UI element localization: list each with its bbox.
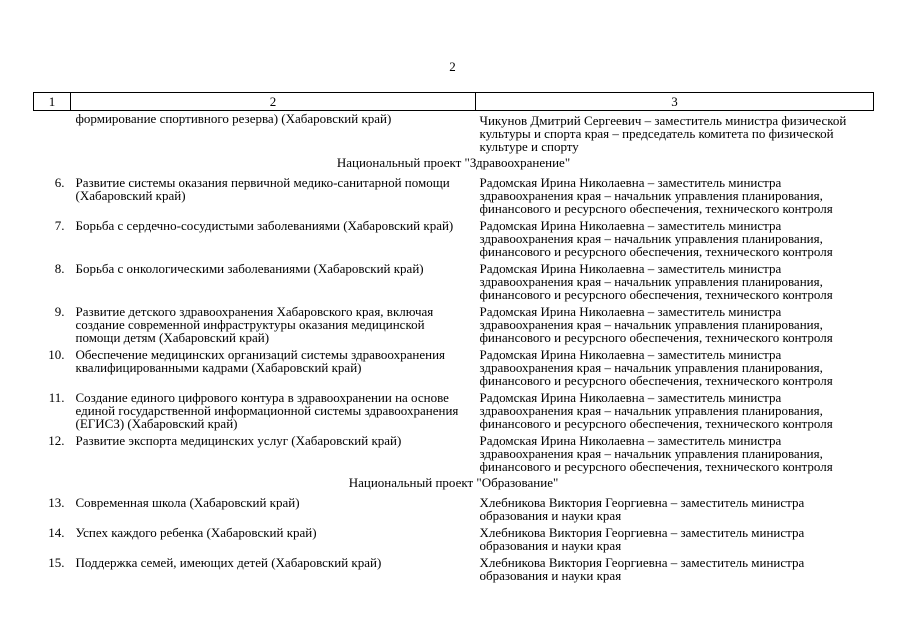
column-header-3: 3 xyxy=(476,93,874,111)
column-header-2: 2 xyxy=(71,93,476,111)
section-title: Национальный проект "Здравоохранение" xyxy=(336,154,571,170)
responsible-person: Радомская Ирина Николаевна – заместитель министра здравоохранения края – начальник управления планирования, финансового и ресурсного обеспечения, технического контроля xyxy=(479,390,833,431)
responsible-person: Радомская Ирина Николаевна – заместитель министра здравоохранения края – начальник управления планирования, финансового и ресурсного обеспечения, технического контроля xyxy=(479,347,833,388)
project-name: Борьба с сердечно-сосудистыми заболеваниями (Хабаровский край) xyxy=(75,218,454,233)
section-header-row xyxy=(34,153,874,172)
project-name: Успех каждого ребенка (Хабаровский край) xyxy=(75,525,317,540)
table-row xyxy=(34,492,874,522)
row-number: 11. xyxy=(48,390,65,405)
table-row xyxy=(34,522,874,552)
project-name: формирование спортивного резерва) (Хабаровский край) xyxy=(75,111,392,126)
project-name: Обеспечение медицинских организаций системы здравоохранения квалифицированными кадрами (Хабаровский край) xyxy=(75,347,446,375)
column-header-1: 1 xyxy=(34,93,71,111)
table-row xyxy=(34,215,874,258)
table-body xyxy=(34,111,874,583)
table-row xyxy=(34,430,874,473)
project-name: Создание единого цифрового контура в здравоохранении на основе единой государственной информационной системы здравоохранения (ЕГИСЗ) (Хабаровский край) xyxy=(75,390,459,431)
row-number: 7. xyxy=(54,218,65,233)
row-number: 15. xyxy=(48,555,65,570)
responsible-person: Хлебникова Виктория Георгиевна – заместитель министра образования и науки края xyxy=(479,555,805,583)
table-row xyxy=(34,387,874,430)
table-header-row xyxy=(34,93,874,111)
responsible-person: Радомская Ирина Николаевна – заместитель министра здравоохранения края – начальник управления планирования, финансового и ресурсного обеспечения, технического контроля xyxy=(479,304,833,345)
responsible-person: Радомская Ирина Николаевна – заместитель министра здравоохранения края – начальник управления планирования, финансового и ресурсного обеспечения, технического контроля xyxy=(479,175,833,216)
table-row xyxy=(34,552,874,582)
table-row xyxy=(34,258,874,301)
projects-table xyxy=(33,92,874,582)
row-number: 10. xyxy=(48,347,65,362)
project-name: Борьба с онкологическими заболеваниями (Хабаровский край) xyxy=(75,261,424,276)
continuation-row xyxy=(34,111,874,154)
project-name: Развитие экспорта медицинских услуг (Хабаровский край) xyxy=(75,433,402,448)
responsible-person: Радомская Ирина Николаевна – заместитель министра здравоохранения края – начальник управления планирования, финансового и ресурсного обеспечения, технического контроля xyxy=(479,433,833,474)
project-name: Развитие детского здравоохранения Хабаровского края, включая создание современной инфраструктуры оказания медицинской помощи детям (Хабаровский край) xyxy=(75,304,434,345)
responsible-person: Хлебникова Виктория Георгиевна – заместитель министра образования и науки края xyxy=(479,495,805,523)
responsible-person: Чикунов Дмитрий Сергеевич – заместитель министра физической культуры и спорта края – председатель комитета по физической культуре и спорту xyxy=(479,113,847,154)
row-number: 8. xyxy=(54,261,65,276)
page-number: 2 xyxy=(449,59,456,74)
responsible-person: Радомская Ирина Николаевна – заместитель министра здравоохранения края – начальник управления планирования, финансового и ресурсного обеспечения, технического контроля xyxy=(479,261,833,302)
row-number: 9. xyxy=(54,304,65,319)
row-number xyxy=(34,111,71,154)
section-header-row xyxy=(34,473,874,492)
project-name: Развитие системы оказания первичной медико-санитарной помощи (Хабаровский край) xyxy=(75,175,450,203)
responsible-person: Радомская Ирина Николаевна – заместитель министра здравоохранения края – начальник управления планирования, финансового и ресурсного обеспечения, технического контроля xyxy=(479,218,833,259)
row-number: 14. xyxy=(48,525,65,540)
responsible-person: Хлебникова Виктория Георгиевна – заместитель министра образования и науки края xyxy=(479,525,805,553)
table-row xyxy=(34,301,874,344)
row-number: 12. xyxy=(48,433,65,448)
table-row xyxy=(34,172,874,215)
row-number: 6. xyxy=(54,175,65,190)
row-number: 13. xyxy=(48,495,65,510)
project-name: Поддержка семей, имеющих детей (Хабаровский край) xyxy=(75,555,382,570)
project-name: Современная школа (Хабаровский край) xyxy=(75,495,300,510)
table-row xyxy=(34,344,874,387)
section-title: Национальный проект "Образование" xyxy=(348,474,559,490)
